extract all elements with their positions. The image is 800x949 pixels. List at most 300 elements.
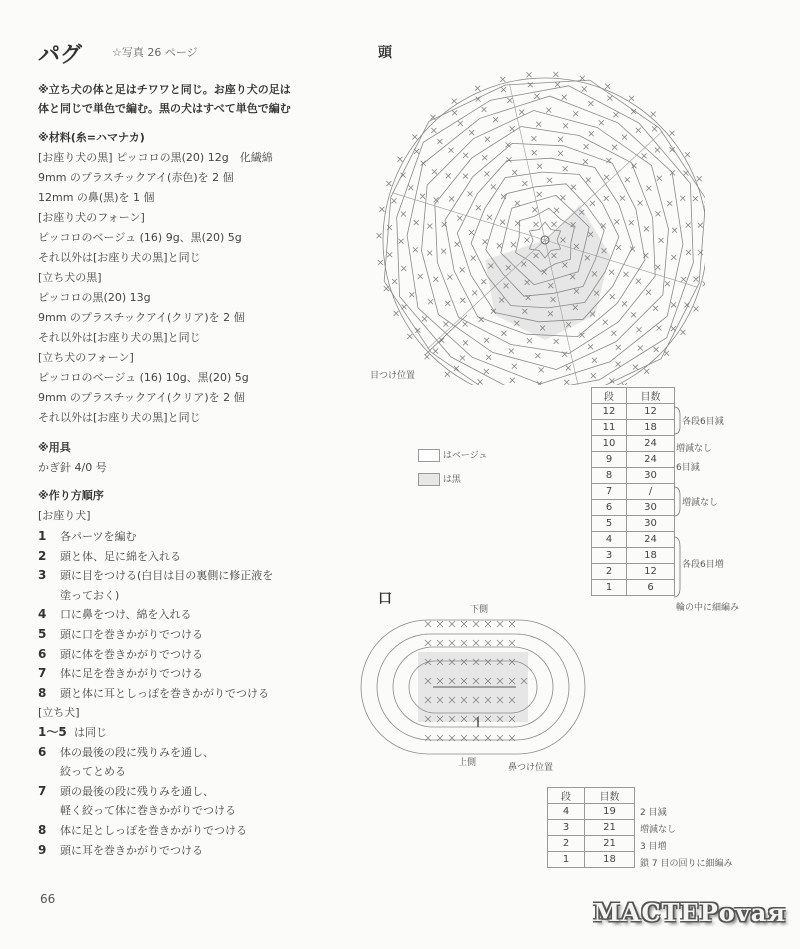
table-row <box>592 468 675 484</box>
stitch-x <box>401 266 406 271</box>
stitch-x <box>588 344 593 349</box>
step-continuation <box>38 801 273 821</box>
stitch-x <box>610 294 615 299</box>
stitch-x <box>644 226 649 231</box>
stitch-x <box>609 270 614 275</box>
stitch-x <box>573 111 578 116</box>
mouth-remark: 増減なし <box>640 825 677 835</box>
stitch-x <box>665 281 670 286</box>
stitch-x <box>638 201 643 206</box>
mouth-remarks <box>640 805 732 873</box>
step-text: 頭に耳を巻きかがりでつける <box>60 843 203 857</box>
stitch-x <box>460 356 465 361</box>
stitch-x <box>431 128 436 133</box>
stitch-x <box>607 96 612 101</box>
stitch-x <box>562 95 567 100</box>
stitch-count-cell: 12 <box>627 404 675 420</box>
bracket <box>674 407 680 434</box>
stitch-x <box>399 239 404 244</box>
stitch-x <box>599 120 604 125</box>
table-header <box>548 788 635 804</box>
stitch-x <box>482 107 487 112</box>
stitch-x <box>534 222 539 227</box>
header-cell: 段 <box>548 788 585 804</box>
stitch-x <box>460 298 465 303</box>
legend-item-beige <box>418 448 488 462</box>
stitch-x <box>698 223 703 228</box>
stitch-x <box>620 196 625 201</box>
stitch-x <box>681 277 686 282</box>
row-number-cell: 7 <box>592 484 627 500</box>
stitch-x <box>472 290 477 295</box>
mouth-round-table <box>547 787 635 868</box>
stitch-x <box>509 640 515 646</box>
stitch-x <box>644 369 649 374</box>
stitch-x <box>532 207 537 212</box>
standing-label <box>38 703 273 723</box>
stitch-x <box>536 122 541 127</box>
stitch-x <box>519 110 524 115</box>
material-line: 9mm のプラスチックアイ(クリア)を 2 個 <box>38 391 245 404</box>
step-text: 頭の最後の段に残りみを通し、 <box>60 784 214 798</box>
stitch-x <box>547 178 552 183</box>
stitch-x <box>392 279 397 284</box>
step-text: 体の最後の段に残りみを通し、 <box>60 745 214 759</box>
stitch-x <box>433 349 438 354</box>
stitch-x <box>478 379 483 384</box>
stitch-x <box>412 135 417 140</box>
stitch-count-cell: 18 <box>627 420 675 436</box>
stitch-x <box>491 184 496 189</box>
stitch-x <box>646 186 651 191</box>
stitch-x <box>421 161 426 166</box>
material-line: それ以外は[お座り犬の黒]と同じ <box>38 411 201 424</box>
stitch-x <box>558 137 563 142</box>
material-line: [お座り犬のフォーン] <box>38 211 145 224</box>
stitch-x <box>697 176 702 181</box>
row-number-cell: 2 <box>548 836 585 852</box>
nose-position-label: 鼻つけ位置 <box>508 763 554 773</box>
photo-reference: ☆写真 26 ページ <box>112 46 198 59</box>
stitch-x <box>681 330 686 335</box>
step-item <box>38 605 273 625</box>
note-line: 体と同じで単色で編む。黒の犬はすべて単色で編む <box>38 102 291 115</box>
stitch-x <box>589 131 594 136</box>
legend-label: は黒 <box>442 475 461 485</box>
row-number-cell: 4 <box>548 804 585 820</box>
steps-heading: ※作り方順序 <box>38 489 104 502</box>
material-line: ピッコロのベージュ (16) 9g、黒(20) 5g <box>38 231 242 244</box>
step-number: 6 <box>38 646 47 661</box>
stitch-x <box>616 245 621 250</box>
stitch-x <box>671 326 676 331</box>
stitch-x <box>539 367 544 372</box>
stitch-x <box>563 166 568 171</box>
head-diagram-label: 頭 <box>378 45 392 61</box>
stitch-count-cell: 24 <box>627 452 675 468</box>
stitch-x <box>463 340 468 345</box>
step-continuation <box>38 762 273 782</box>
step-number: 8 <box>38 685 47 700</box>
stitch-x <box>515 201 520 206</box>
header-cell: 目数 <box>585 788 635 804</box>
table-row <box>592 436 675 452</box>
stitch-x <box>693 196 698 201</box>
stitch-x <box>463 153 468 158</box>
head-crochet-chart <box>345 55 705 385</box>
stitch-x <box>460 267 465 272</box>
stitch-x <box>447 275 452 280</box>
head-remark: 輪の中に細編み <box>676 603 740 613</box>
stitch-x <box>586 178 591 183</box>
stitch-x <box>558 151 563 156</box>
table-row <box>548 852 635 868</box>
row-number-cell: 8 <box>592 468 627 484</box>
step-item <box>38 723 273 743</box>
stitch-x <box>703 281 705 286</box>
step-text: 頭と体、足に綿を入れる <box>60 549 181 563</box>
stitch-x <box>622 383 627 385</box>
tool-line: かぎ針 4/0 号 <box>38 461 107 474</box>
stitch-marks <box>377 72 705 385</box>
step-text: 頭に目をつける(白目は目の裏側に修正液を <box>60 569 274 583</box>
stitch-x <box>612 145 617 150</box>
stitch-x <box>686 250 691 255</box>
stitch-x <box>507 98 512 103</box>
step-item <box>38 743 273 763</box>
stitch-x <box>638 346 643 351</box>
stitch-x <box>537 192 542 197</box>
stitch-x <box>580 76 585 81</box>
stitch-x <box>398 157 403 162</box>
stitch-x <box>680 196 685 201</box>
stitch-x <box>555 82 560 87</box>
stitch-x <box>591 373 596 378</box>
stitch-count-cell: 18 <box>585 852 635 868</box>
stitch-x <box>636 279 641 284</box>
material-line: それ以外は[お座り犬の黒]と同じ <box>38 251 201 264</box>
standing-label-text: [立ち犬] <box>38 706 80 720</box>
stitch-x <box>387 252 392 257</box>
legend-item-black <box>418 472 461 486</box>
note <box>38 80 291 118</box>
stitch-x <box>378 260 383 265</box>
stitch-x <box>636 128 641 133</box>
mouth-remark: 鎖 7 目の回りに細編み <box>640 859 733 869</box>
stitch-x <box>471 256 476 261</box>
stitch-x <box>563 123 568 128</box>
stitch-x <box>546 108 551 113</box>
step-continuation <box>38 586 273 606</box>
black-swatch <box>418 473 440 486</box>
stitch-x <box>475 86 480 91</box>
row-number-cell: 3 <box>592 548 627 564</box>
table-row <box>592 420 675 436</box>
stitch-x <box>605 84 610 89</box>
stitch-x <box>686 223 691 228</box>
head-remark: 各段6目増 <box>682 560 724 570</box>
row-number-cell: 1 <box>548 852 585 868</box>
stitch-x <box>392 198 397 203</box>
stitch-x <box>584 144 589 149</box>
table-row <box>592 452 675 468</box>
head-remark: 各段6目減 <box>682 417 724 427</box>
stitch-x <box>414 220 419 225</box>
stitch-x <box>604 175 609 180</box>
stitch-x <box>671 255 676 260</box>
stitch-x <box>507 157 512 162</box>
stitch-x <box>537 164 542 169</box>
stitch-count-cell: 21 <box>585 836 635 852</box>
stitch-x <box>671 302 676 307</box>
step-item <box>38 841 273 861</box>
step-text: 頭に体を巻きかがりでつける <box>60 647 203 661</box>
stitch-x <box>446 173 451 178</box>
header-cell: 段 <box>592 388 627 404</box>
stitch-x <box>449 621 455 627</box>
stitch-count-cell: 19 <box>585 804 635 820</box>
stitch-x <box>481 279 486 284</box>
stitch-x <box>659 238 664 243</box>
stitch-x <box>384 286 389 291</box>
stitch-x <box>485 640 491 646</box>
row-number-cell: 5 <box>592 516 627 532</box>
head-remark: 増減なし <box>676 444 713 454</box>
stitch-x <box>527 72 532 77</box>
stitch-x <box>642 153 647 158</box>
stitch-x <box>483 239 488 244</box>
step-number: 8 <box>38 822 47 837</box>
row-number-cell: 1 <box>592 580 627 596</box>
stitch-x <box>449 640 455 646</box>
stitch-x <box>425 621 431 627</box>
step-text: 体に足を巻きかがりでつける <box>60 667 203 681</box>
material-line: 9mm のプラスチックアイ(クリア)を 2 個 <box>38 311 245 324</box>
stitch-x <box>583 159 588 164</box>
stitch-count-cell: / <box>627 484 675 500</box>
material-line: [立ち犬のフォーン] <box>38 351 134 364</box>
stitch-x <box>427 251 432 256</box>
stitch-x <box>512 170 517 175</box>
stitch-x <box>592 358 597 363</box>
row-number-cell: 11 <box>592 420 627 436</box>
stitch-count-cell: 18 <box>627 548 675 564</box>
stitch-x <box>461 640 467 646</box>
stitch-x <box>484 338 489 343</box>
stitch-count-cell: 30 <box>627 516 675 532</box>
stitch-x <box>571 185 576 190</box>
stitch-x <box>386 181 391 186</box>
stitch-x <box>694 277 699 282</box>
stitch-x <box>527 338 532 343</box>
stitch-x <box>469 230 474 235</box>
stitch-x <box>422 316 427 321</box>
stitch-x <box>501 331 506 336</box>
material-line: 9mm のプラスチックアイ(赤色)を 2 個 <box>38 171 234 184</box>
stitch-x <box>379 207 384 212</box>
step-item <box>38 821 273 841</box>
stitch-x <box>445 372 450 377</box>
step-number: 4 <box>38 607 47 622</box>
stitch-x <box>461 621 467 627</box>
row-number-cell: 12 <box>592 404 627 420</box>
step-text: 絞ってとめる <box>60 765 126 779</box>
table-row <box>592 532 675 548</box>
materials-section <box>38 128 273 428</box>
stitch-x <box>482 155 487 160</box>
step-item <box>38 782 273 802</box>
stitch-x <box>624 272 629 277</box>
stitch-x <box>655 148 660 153</box>
step-text: 軽く絞って体に巻きかがりでつける <box>60 804 236 818</box>
mouth-crochet-chart <box>358 612 588 762</box>
materials-heading: ※材料(糸=ハマナカ) <box>38 131 145 144</box>
table-row <box>592 500 675 516</box>
table-row <box>548 836 635 852</box>
table-header <box>592 388 675 404</box>
watermark-logo: МАСТЕРоvaя <box>593 898 786 927</box>
table-row <box>592 484 675 500</box>
stitch-x <box>457 216 462 221</box>
stitch-x <box>437 621 443 627</box>
stitch-x <box>452 110 457 115</box>
stitch-x <box>651 112 656 117</box>
table-row <box>592 404 675 420</box>
stitch-x <box>535 353 540 358</box>
stitch-x <box>484 369 489 374</box>
step-number: 2 <box>38 548 47 563</box>
stitch-x <box>622 301 627 306</box>
stitch-x <box>629 96 634 101</box>
mouth-remark: 2 目減 <box>640 808 667 818</box>
step-number: 9 <box>38 842 47 857</box>
table-row <box>592 564 675 580</box>
stitch-count-cell: 6 <box>627 580 675 596</box>
stitch-x <box>657 326 662 331</box>
stitch-x <box>409 292 414 297</box>
stitch-x <box>683 171 688 176</box>
row-number-cell: 10 <box>592 436 627 452</box>
stitch-x <box>497 640 503 646</box>
stitch-x <box>510 378 515 383</box>
stitch-x <box>445 301 450 306</box>
step-item <box>38 527 273 547</box>
stitch-x <box>560 195 565 200</box>
stitch-x <box>414 149 419 154</box>
stitch-x <box>670 131 675 136</box>
spoke <box>545 131 662 240</box>
stitch-x <box>564 380 569 385</box>
stitch-x <box>463 322 468 327</box>
material-line: [お座り犬の黒] ピッコロの黒(20) 12g 化繊綿 <box>38 151 273 164</box>
page-number: 66 <box>40 892 56 906</box>
stitch-x <box>473 621 479 627</box>
stitch-x <box>418 274 423 279</box>
table-row <box>548 820 635 836</box>
stitch-x <box>614 219 619 224</box>
head-remark: 6目減 <box>676 463 700 473</box>
stitch-x <box>654 347 659 352</box>
stitch-x <box>493 117 498 122</box>
stitch-count-cell: 30 <box>627 468 675 484</box>
stitch-x <box>616 362 621 367</box>
stitch-x <box>531 136 536 141</box>
step-number: 1～5 <box>38 724 67 739</box>
stitch-x <box>603 320 608 325</box>
table-row <box>592 516 675 532</box>
stitch-x <box>500 77 505 82</box>
stitch-x <box>552 222 557 227</box>
stitch-x <box>484 171 489 176</box>
stitch-x <box>449 196 454 201</box>
row-number-cell: 6 <box>592 500 627 516</box>
stitch-x <box>485 137 490 142</box>
eye-leader-line <box>425 315 467 355</box>
head-round-table <box>591 387 675 596</box>
stitch-x <box>672 228 677 233</box>
beige-swatch <box>418 449 440 462</box>
stitch-x <box>476 205 481 210</box>
stitch-count-cell: 30 <box>627 500 675 516</box>
table-row <box>548 804 635 820</box>
stitch-x <box>554 208 559 213</box>
stitch-x <box>420 194 425 199</box>
step-number: 1 <box>38 529 47 543</box>
step-text: 体に足としっぽを巻きかがりでつける <box>60 823 247 837</box>
stitch-x <box>611 331 616 336</box>
stitch-x <box>631 312 636 317</box>
stitch-x <box>622 135 627 140</box>
stitch-count-cell: 12 <box>627 564 675 580</box>
stitch-x <box>427 224 432 229</box>
step-text: 各パーツを編む <box>60 530 137 543</box>
stitch-x <box>652 126 657 131</box>
stitch-x <box>656 211 661 216</box>
stitch-x <box>511 242 516 247</box>
stitch-x <box>443 322 448 327</box>
stitch-x <box>486 355 491 360</box>
stitch-x <box>613 112 618 117</box>
material-line: ピッコロの黒(20) 13g <box>38 291 151 304</box>
stitch-x <box>553 72 558 77</box>
step-number: 6 <box>38 744 47 759</box>
stitch-x <box>588 101 593 106</box>
stitch-x <box>452 99 457 104</box>
step-text: 塗っておく) <box>60 588 120 602</box>
stitch-x <box>469 130 474 135</box>
sitting-label: [お座り犬] <box>38 509 91 522</box>
stitch-x <box>566 365 571 370</box>
mouth-bottom-label: 上側 <box>458 758 477 768</box>
stitch-x <box>501 87 506 92</box>
note-line: ※立ち犬の体と足はチワワと同じ。お座り犬の足は <box>38 83 291 96</box>
stitch-x <box>637 327 642 332</box>
stitch-x <box>525 238 530 243</box>
stitch-x <box>500 220 505 225</box>
row-number-cell: 4 <box>592 532 627 548</box>
stitch-count-cell: 21 <box>585 820 635 836</box>
head-remark: 増減なし <box>682 498 719 508</box>
stitch-x <box>646 290 651 295</box>
step-item <box>38 664 273 684</box>
mouth-diagram-label: 口 <box>378 591 392 607</box>
step-text: 頭に口を巻きかがりでつける <box>60 627 203 641</box>
stitch-x <box>449 148 454 153</box>
material-line: ピッコロのベージュ (16) 10g、黒(20) 5g <box>38 371 249 384</box>
legend-label: はベージュ <box>442 451 488 461</box>
step-number: 7 <box>38 666 47 681</box>
material-line: それ以外は[お座り犬の黒]と同じ <box>38 331 201 344</box>
